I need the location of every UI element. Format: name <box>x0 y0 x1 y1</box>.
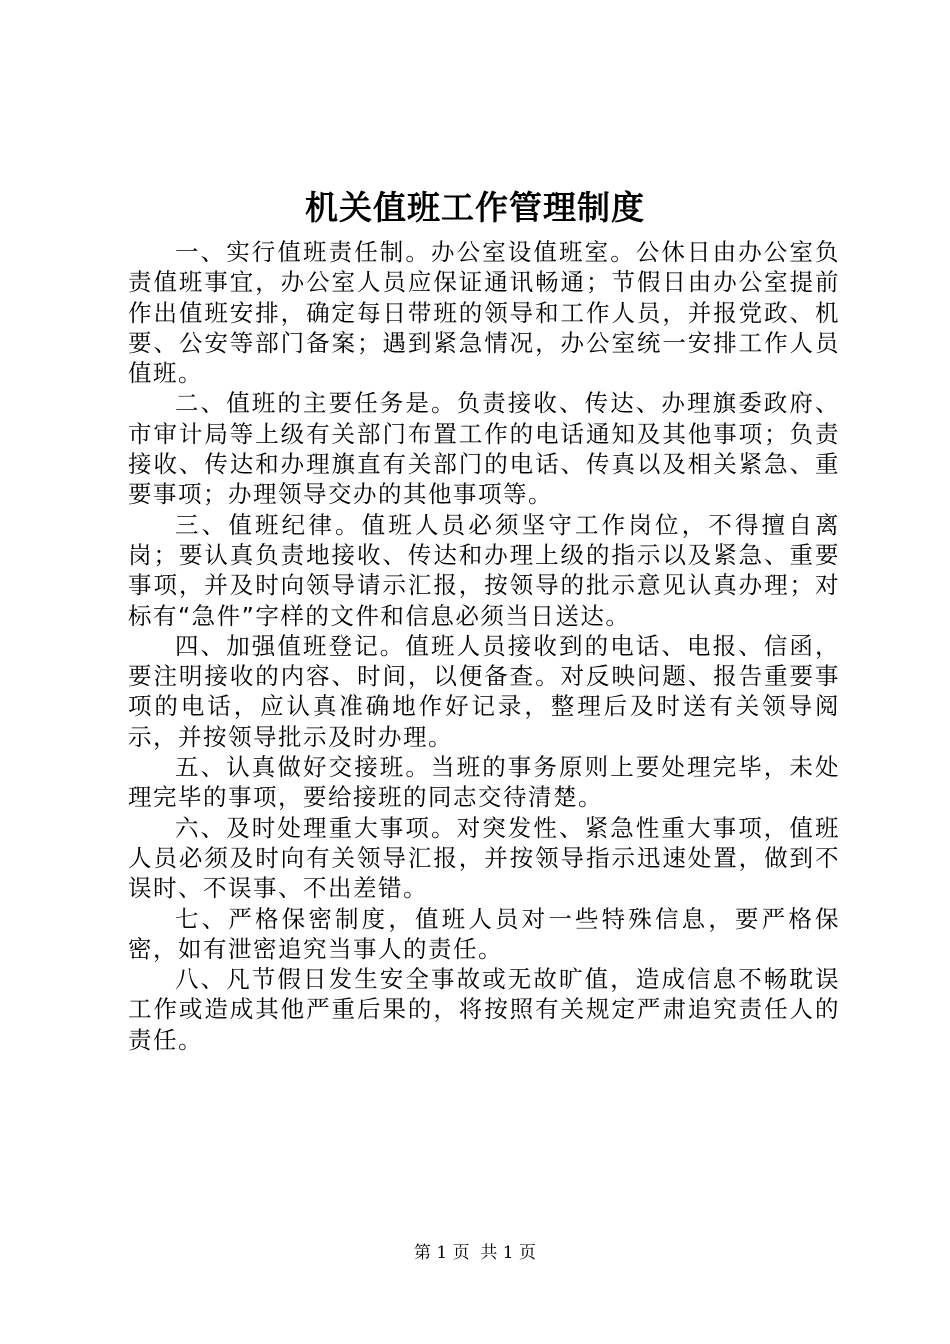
footer-separator <box>470 1243 481 1263</box>
paragraph-8: 八、凡节假日发生安全事故或无故旷值，造成信息不畅耽误工作或造成其他严重后果的，将按照有关规定严肃追究责任人的责任。 <box>128 965 840 1054</box>
paragraph-7: 七、严格保密制度，值班人员对一些特殊信息，要严格保密，如有泄密追究当事人的责任。 <box>128 904 840 963</box>
paragraph-3: 三、值班纪律。值班人员必须坚守工作岗位，不得擅自离岗；要认真负责地接收、传达和办理上级的指示以及紧急、重要事项，并及时向领导请示汇报，按领导的批示意见认真办理；对标有“急件”字样的文件和信息必须当日送达。 <box>128 510 840 630</box>
paragraph-5: 五、认真做好交接班。当班的事务原则上要处理完毕，未处理完毕的事项，要给接班的同志交待清楚。 <box>128 753 840 812</box>
document-title: 机关值班工作管理制度 <box>305 188 645 227</box>
page-total: 共 1 页 <box>480 1243 537 1263</box>
paragraph-2: 二、值班的主要任务是。负责接收、传达、办理旗委政府、市审计局等上级有关部门布置工作的电话通知及其他事项；负责接收、传达和办理旗直有关部门的电话、传真以及相关紧急、重要事项；办理领导交办的其他事项等。 <box>128 389 840 509</box>
page-footer <box>0 1241 950 1265</box>
paragraph-4: 四、加强值班登记。值班人员接收到的电话、电报、信函，要注明接收的内容、时间，以便备查。对反映问题、报告重要事项的电话，应认真准确地作好记录，整理后及时送有关领导阅示，并按领导批示及时办理。 <box>128 631 840 751</box>
paragraph-6: 六、及时处理重大事项。对突发性、紧急性重大事项，值班人员必须及时向有关领导汇报，并按领导指示迅速处置，做到不误时、不误事、不出差错。 <box>128 813 840 903</box>
page-number: 第 1 页 <box>413 1243 470 1263</box>
paragraph-1: 一、实行值班责任制。办公室设值班室。公休日由办公室负责值班事宜，办公室人员应保证通讯畅通；节假日由办公室提前作出值班安排，确定每日带班的领导和工作人员，并报党政、机要、公安等部门备案；遇到紧急情况，办公室统一安排工作人员值班。 <box>128 238 840 388</box>
document-body <box>128 237 840 1055</box>
